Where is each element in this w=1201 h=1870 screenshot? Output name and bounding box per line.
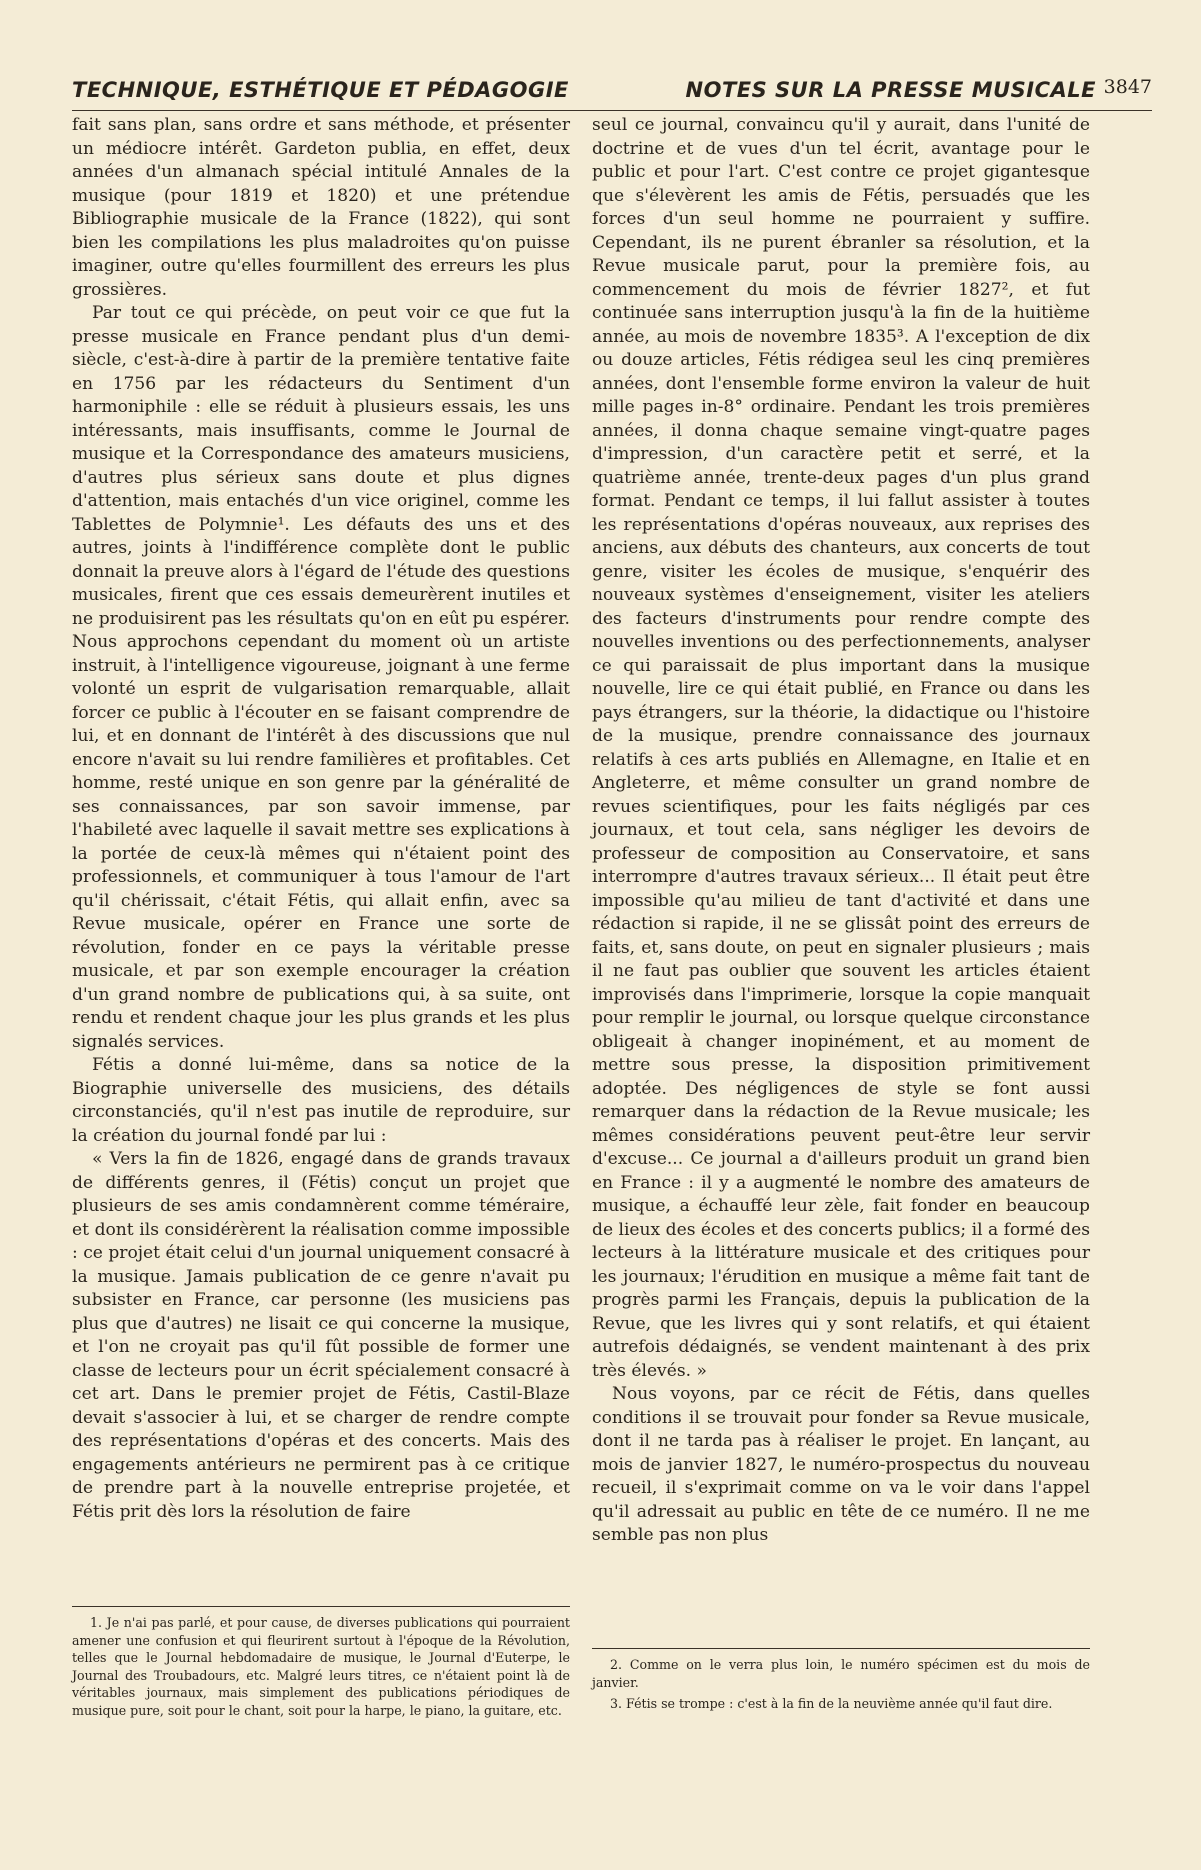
left-column [72,114,570,1524]
paragraph: Par tout ce qui précède, on peut voir ce que fut la presse musicale en France pendant plus d'un demi-siècle, c'est-à-dire à partir de la première tentative faite en 1756 par les rédacteurs du Sentiment d'un harmoniphile : elle se réduit à plusieurs essais, les uns intéressants, mais insuffisants, comme le Journal de musique et la Correspondance des amateurs musiciens, d'autres plus sérieux sans doute et plus dignes d'attention, mais entachés d'un vice originel, comme les Tablettes de Polymnie¹. Les défauts des uns et des autres, joints à l'indifférence complète dont le public donnait la preuve alors à l'égard de l'étude des questions musicales, firent que ces essais demeurèrent inutiles et ne produisirent pas les résultats qu'on en eût pu espérer. Nous approchons cependant du moment où un artiste instruit, à l'intelligence vigoureuse, joignant à une ferme volonté un esprit de vulgarisation remarquable, allait forcer ce public à l'écouter en se faisant comprendre de lui, et en donnant de l'intérêt à des discussions que nul encore n'avait su lui rendre familières et profitables. Cet homme, resté unique en son genre par la généralité de ses connaissances, par son savoir immense, par l'habileté avec laquelle il savait mettre ses explications à la portée de ceux-là mêmes qui n'étaient point des professionnels, et communiquer à tous l'amour de l'art qu'il chérissait, c'était Fétis, qui allait enfin, avec sa Revue musicale, opérer en France une sorte de révolution, fonder en ce pays la véritable presse musicale, et par son exemple encourager la création d'un grand nombre de publications qui, à sa suite, ont rendu et rendent chaque jour les plus grands et les plus signalés services. [72,303,570,1052]
footnote-divider [592,1648,1090,1649]
paragraph: fait sans plan, sans ordre et sans méthode, et présenter un médiocre intérêt. Gardeton publia, en effet, deux années d'un almanach spécial intitulé Annales de la musique (pour 1819 et 1820) et une prétendue Bibliographie musicale de la France (1822), qui sont bien les compilations les plus maladroites qu'on puisse imaginer, outre qu'elles fourmillent des erreurs les plus grossières. [72,115,570,300]
paragraph: Fétis a donné lui-même, dans sa notice de la Biographie universelle des musiciens, des détails circonstanciés, qu'il n'est pas inutile de reproduire, sur la création du journal fondé par lui : [72,1055,570,1146]
footnotes-right [592,1656,1090,1717]
header-left-title: TECHNIQUE, ESTHÉTIQUE ET PÉDAGOGIE [72,78,569,102]
running-header [72,74,1152,111]
quotation-paragraph: seul ce journal, convaincu qu'il y aurait, dans l'unité de doctrine et de vues d'un tel écrit, avantage pour le public et pour l'art. C'est contre ce projet gigantesque que s'élevèrent les amis de Fétis, persuadés que les forces d'un seul homme ne pourraient y suffire. Cependant, ils ne purent ébranler sa résolution, et la Revue musicale parut, pour la première fois, au commencement du mois de février 1827², et fut continuée sans interruption jusqu'à la fin de la huitième année, au mois de novembre 1835³. A l'exception de dix ou douze articles, Fétis rédigea seul les cinq premières années, dont l'ensemble forme environ la valeur de huit mille pages in-8° ordinaire. Pendant les trois premières années, il donna chaque semaine vingt-quatre pages d'impression, d'un caractère petit et serré, et la quatrième année, trente-deux pages d'un plus grand format. Pendant ce temps, il lui fallut assister à toutes les représentations d'opéras nouveaux, aux reprises des anciens, aux débuts des chanteurs, aux concerts de tout genre, visiter les écoles de musique, s'enquérir des nouveaux systèmes d'enseignement, visiter les ateliers des facteurs d'instruments pour rendre compte des nouvelles inventions ou des perfectionnements, analyser ce qui paraissait de plus important dans la musique nouvelle, lire ce qui était publié, en France ou dans les pays étrangers, sur la théorie, la didactique ou l'histoire de la musique, prendre connaissance des journaux relatifs à ces arts publiés en Allemagne, en Italie et en Angleterre, et même consulter un grand nombre de revues scientifiques, pour les faits négligés par ces journaux, et tout cela, sans négliger les devoirs de professeur de composition au Conservatoire, et sans interrompre d'autres travaux sérieux... Il était peut être impossible qu'au milieu de tant d'activité et dans une rédaction si rapide, il ne se glissât point des erreurs de faits, et, sans doute, on peut en signaler plusieurs ; mais il ne faut pas oublier que souvent les articles étaient improvisés dans l'imprimerie, lorsque la copie manquait pour remplir le journal, ou lorsque quelque circonstance obligeait à changer inopinément, et au moment de mettre sous presse, la disposition primitivement adoptée. Des négligences de style se font aussi remarquer dans la rédaction de la Revue musicale; les mêmes considérations peuvent peut-être leur servir d'excuse... Ce journal a d'ailleurs produit un grand bien en France : il y a augmenté le nombre des amateurs de musique, a échauffé leur zèle, fait fonder en beaucoup de lieux des écoles et des concerts publics; il a formé des lecteurs à la littérature musicale et des critiques pour les journaux; l'érudition en musique a même fait tant de progrès parmi les Français, depuis la publication de la Revue, que les livres qui y sont relatifs, et qui étaient autrefois dédaignés, se vendent maintenant à des prix très élevés. » [592,115,1090,1381]
footnote: 2. Comme on le verra plus loin, le numéro spécimen est du mois de janvier. [592,1657,1090,1690]
paragraph: Nous voyons, par ce récit de Fétis, dans quelles conditions il se trouvait pour fonder sa Revue musicale, dont il ne tarda pas à réaliser le projet. En lançant, au mois de janvier 1827, le numéro-prospectus du nouveau recueil, il s'exprimait comme on va le voir dans l'appel qu'il adressait au public en tête de ce numéro. Il ne me semble pas non plus [592,1384,1090,1545]
quotation-paragraph: « Vers la fin de 1826, engagé dans de grands travaux de différents genres, il (Fétis) conçut un projet que plusieurs de ses amis condamnèrent comme téméraire, et dont ils considérèrent la réalisation comme impossible : ce projet était celui d'un journal uniquement consacré à la musique. Jamais publication de ce genre n'avait pu subsister en France, car personne (les musiciens pas plus que d'autres) ne lisait ce qui concerne la musique, et l'on ne croyait pas qu'il fût possible de former une classe de lecteurs pour un écrit spécialement consacré à cet art. Dans le premier projet de Fétis, Castil-Blaze devait s'associer à lui, et se charger de rendre compte des représentations d'opéras et des concerts. Mais des engagements antérieurs ne permirent pas à ce critique de prendre part à la nouvelle entreprise projetée, et Fétis prit dès lors la résolution de faire [72,1149,570,1522]
page-number: 3847 [1103,76,1152,98]
right-column [592,114,1090,1548]
footnotes-left [72,1614,570,1723]
footnote: 1. Je n'ai pas parlé, et pour cause, de diverses publications qui pourraient amener une confusion et qui fleurirent surtout à l'époque de la Révolution, telles que le Journal hebdomadaire de musique, le Journal d'Euterpe, le Journal des Troubadours, etc. Malgré leurs titres, ce n'étaient point là de véritables journaux, mais simplement des publications périodiques de musique pure, soit pour le chant, soit pour la harpe, le piano, la guitare, etc. [72,1615,570,1718]
footnote: 3. Fétis se trompe : c'est à la fin de la neuvième année qu'il faut dire. [610,1696,1053,1711]
header-right-title: NOTES SUR LA PRESSE MUSICALE [685,78,1096,102]
footnote-divider [72,1606,570,1607]
